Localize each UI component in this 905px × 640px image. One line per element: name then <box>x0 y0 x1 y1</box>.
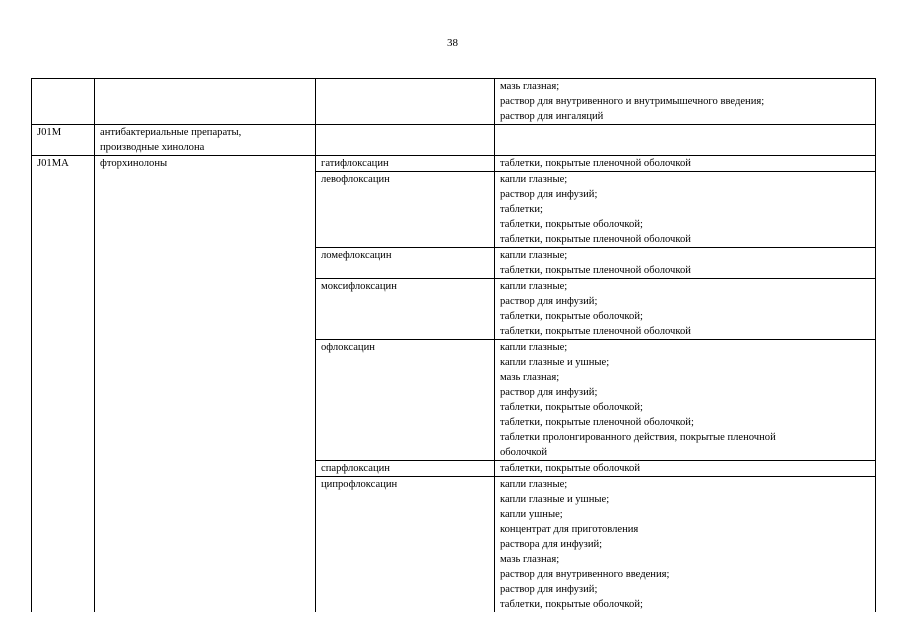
dosage-form-line: таблетки, покрытые оболочкой; <box>500 219 643 230</box>
drug-name-cell <box>316 248 495 279</box>
dosage-form-line: оболочкой <box>500 447 548 458</box>
pharmacological-group-line: антибактериальные препараты, <box>100 127 242 138</box>
dosage-form-line: мазь глазная; <box>500 554 560 565</box>
page-number: 38 <box>447 37 458 49</box>
pharmacological-group-cell <box>95 156 316 613</box>
atc-code-cell <box>32 156 95 613</box>
dosage-form-line: капли глазные и ушные; <box>500 357 610 368</box>
table-row <box>32 156 876 172</box>
dosage-forms-cell <box>495 477 876 613</box>
dosage-form-line: раствор для инфузий; <box>500 387 598 398</box>
dosage-form-line: капли глазные; <box>500 174 568 185</box>
pharmacological-group-line: фторхинолоны <box>100 158 168 169</box>
drug-name: левофлоксацин <box>321 174 390 185</box>
drug-name: спарфлоксацин <box>321 463 390 474</box>
dosage-forms-cell <box>495 172 876 248</box>
drug-name-cell <box>316 340 495 461</box>
dosage-form-line: таблетки пролонгированного действия, покрытые пленочной <box>500 432 776 443</box>
dosage-form-line: таблетки, покрытые пленочной оболочкой <box>500 326 691 337</box>
dosage-form-line: раствора для инфузий; <box>500 539 603 550</box>
drug-name-cell <box>316 79 495 125</box>
dosage-form-line: таблетки; <box>500 204 543 215</box>
pharmacological-group-cell <box>95 125 316 156</box>
dosage-form-line: таблетки, покрытые оболочкой; <box>500 402 643 413</box>
dosage-form-line: таблетки, покрытые оболочкой <box>500 463 640 474</box>
dosage-form-line: мазь глазная; <box>500 81 560 92</box>
dosage-form-line: концентрат для приготовления <box>500 524 639 535</box>
dosage-form-line: таблетки, покрытые оболочкой; <box>500 599 643 610</box>
dosage-form-line: раствор для инфузий; <box>500 189 598 200</box>
dosage-form-line: капли глазные; <box>500 281 568 292</box>
drug-name-cell <box>316 279 495 340</box>
dosage-form-line: капли глазные и ушные; <box>500 494 610 505</box>
dosage-form-line: раствор для инфузий; <box>500 584 598 595</box>
drug-name-cell <box>316 172 495 248</box>
drug-name: офлоксацин <box>321 342 375 353</box>
dosage-forms-cell <box>495 125 876 156</box>
dosage-form-line: таблетки, покрытые пленочной оболочкой <box>500 158 691 169</box>
dosage-form-line: раствор для ингаляций <box>500 111 604 122</box>
dosage-form-line: капли глазные; <box>500 479 568 490</box>
dosage-form-line: капли глазные; <box>500 250 568 261</box>
drug-name-cell <box>316 477 495 613</box>
dosage-form-line: таблетки, покрытые пленочной оболочкой <box>500 265 691 276</box>
drug-name: гатифлоксацин <box>321 158 389 169</box>
table-row <box>32 125 876 156</box>
atc-code-cell <box>32 125 95 156</box>
drug-name-cell <box>316 125 495 156</box>
pharmacological-group-line: производные хинолона <box>100 142 205 153</box>
dosage-form-line: таблетки, покрытые пленочной оболочкой; <box>500 417 694 428</box>
atc-code: J01M <box>37 127 62 138</box>
atc-code: J01MA <box>37 158 69 169</box>
dosage-form-line: капли глазные; <box>500 342 568 353</box>
dosage-forms-cell <box>495 156 876 172</box>
dosage-form-line: раствор для инфузий; <box>500 296 598 307</box>
dosage-form-line: раствор для внутривенного введения; <box>500 569 670 580</box>
dosage-form-line: таблетки, покрытые пленочной оболочкой <box>500 234 691 245</box>
table-body <box>32 79 876 613</box>
dosage-forms-cell <box>495 279 876 340</box>
dosage-form-line: таблетки, покрытые оболочкой; <box>500 311 643 322</box>
pharmacological-group-cell <box>95 79 316 125</box>
table-row <box>32 79 876 125</box>
dosage-form-line: раствор для внутривенного и внутримышечного введения; <box>500 96 765 107</box>
drug-name: ципрофлоксацин <box>321 479 398 490</box>
drug-name: моксифлоксацин <box>321 281 397 292</box>
drug-table <box>31 78 876 612</box>
dosage-form-line: мазь глазная; <box>500 372 560 383</box>
dosage-forms-cell <box>495 248 876 279</box>
drug-name: ломефлоксацин <box>321 250 392 261</box>
drug-name-cell <box>316 156 495 172</box>
drug-name-cell <box>316 461 495 477</box>
atc-code-cell <box>32 79 95 125</box>
dosage-forms-cell <box>495 461 876 477</box>
dosage-form-line: капли ушные; <box>500 509 563 520</box>
dosage-forms-cell <box>495 340 876 461</box>
dosage-forms-cell <box>495 79 876 125</box>
